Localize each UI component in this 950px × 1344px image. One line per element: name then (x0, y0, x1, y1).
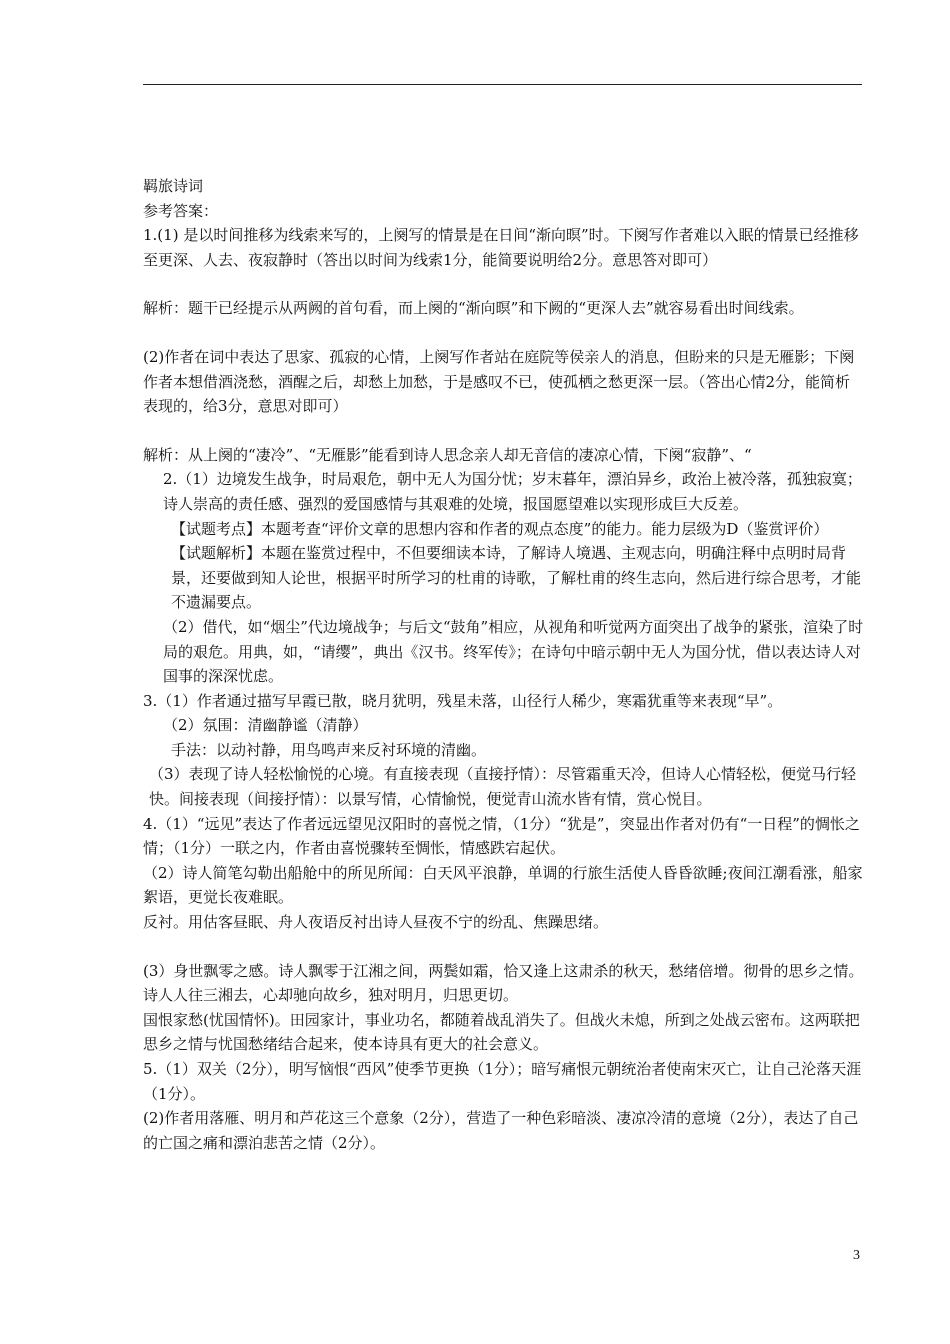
answer-5-2: (2)作者用落雁、明月和芦花这三个意象（2分），营造了一种色彩暗淡、凄凉冷清的意境（2分），表达了自己的亡国之痛和漂泊悲苦之情（2分）。 (143, 1109, 859, 1152)
page-number: 3 (853, 1248, 860, 1263)
answer-3-2-method: 手法：以动衬静，用鸟鸣声来反衬环境的清幽。 (171, 740, 487, 759)
document-title: 羁旅诗词 (143, 177, 204, 195)
answer-5-1: 5.（1）双关（2分），明写恼恨“西风”使季节更换（1分）；暗写痛恨元朝统治者使南宋灭亡，让自己沦落天涯（1分）。 (143, 1060, 862, 1103)
answer-3-2: （2）氛围：清幽静谧（清静） (163, 716, 368, 735)
analysis-1-2: 解析：从上阕的“凄冷”、“无雁影”能看到诗人思念亲人却无音信的凄凉心情，下阕“寂静”、“ (143, 445, 752, 464)
answer-4-3: (3）身世飘零之感。诗人飘零于江湘之间，两鬓如霜，恰又逢上这肃杀的秋天，愁绪倍增。彻骨的思乡之情。诗人人往三湘去，心却驰向故乡，独对明月，归思更切。 (143, 961, 864, 1005)
analysis-1-1: 解析：题干已经提示从两阙的首句看，而上阕的“渐向暝”和下阙的“更深人去”就容易看出时间线索。 (143, 299, 804, 318)
answer-4-3-cont: 国恨家愁(忧国情怀)。田园家计，事业功名，都随着战乱消失了。但战火未熄，所到之处战云密布。这两联把思乡之情与忧国愁绪结合起来，使本诗具有更大的社会意义。 (143, 1010, 860, 1054)
answer-heading: 参考答案： (143, 201, 219, 220)
answer-3-3: （3）表现了诗人轻松愉悦的心境。有直接表现（直接抒情）：尽管霜重天冷，但诗人心情轻松，便觉马行轻快。间接表现（间接抒情）：以景写情，心情愉悦，便觉青山流水皆有情，赏心悦目。 (149, 765, 857, 809)
document-body (143, 174, 865, 1155)
answer-4-2-contrast: 反衬。用估客昼眠、舟人夜语反衬出诗人昼夜不宁的纷乱、焦躁思绪。 (143, 913, 609, 932)
answer-3-1: 3.（1）作者通过描写早霞已散，晓月犹明，残星未落，山径行人稀少，寒霜犹重等来表现“早”。 (143, 691, 783, 710)
answer-1-2: (2)作者在词中表达了思家、孤寂的心情，上阕写作者站在庭院等侯亲人的消息，但盼来的只是无雁影；下阕作者本想借酒浇愁，酒醒之后，却愁上加愁，于是感叹不已，使孤栖之愁更深一层。（答出心情2分，能简析表现的，给3分，意思对即可） (143, 347, 855, 416)
answer-1-1: 1.(1) 是以时间推移为线索来写的，上阕写的情景是在日间“渐向暝”时。下阕写作者难以入眠的情景已经推移至更深、人去、夜寂静时（答出以时间为线索1分，能简要说明给2分。意思答对即可） (143, 226, 859, 269)
answer-4-2: （2）诗人简笔勾勒出船舱中的所见所闻：白天风平浪静，单调的行旅生活使人昏昏欲睡;夜间江潮看涨，船家絮语，更觉长夜难眠。 (143, 863, 863, 907)
exam-point: 【试题考点】本题考查“评价文章的思想内容和作者的观点态度”的能力。能力层级为D（鉴赏评价） (171, 519, 829, 538)
header-rule (143, 84, 862, 85)
answer-4-1: 4.（1）“远见”表达了作者远远望见汉阳时的喜悦之情，（1分）“犹是”，突显出作者对仍有“一日程”的惆怅之情；（1分）一联之内，作者由喜悦骤转至惆怅，情感跌宕起伏。 (143, 814, 860, 858)
answer-2-1: 2.（1）边境发生战争，时局艰危，朝中无人为国分忧；岁末暮年，漂泊异乡，政治上被冷落，孤独寂寞；诗人崇高的责任感、强烈的爱国感情与其艰难的处境，报国愿望难以实现形成巨大反差。 (163, 470, 862, 513)
exam-analysis: 【试题解析】本题在鉴赏过程中，不但要细读本诗，了解诗人境遇、主观志向，明确注释中点明时局背景，还要做到知人论世，根据平时所学习的杜甫的诗歌，了解杜甫的终生志向，然后进行综合思考，才能不遗漏要点。 (171, 544, 862, 612)
answer-2-2: （2）借代，如“烟尘”代边境战争；与后文“鼓角”相应，从视角和听觉两方面突出了战争的紧张，渲染了时局的艰危。用典，如，“请缨”，典出《汉书。终军传》；在诗句中暗示朝中无人为国分忧，借以表达诗人对国事的深深忧虑。 (163, 617, 864, 686)
